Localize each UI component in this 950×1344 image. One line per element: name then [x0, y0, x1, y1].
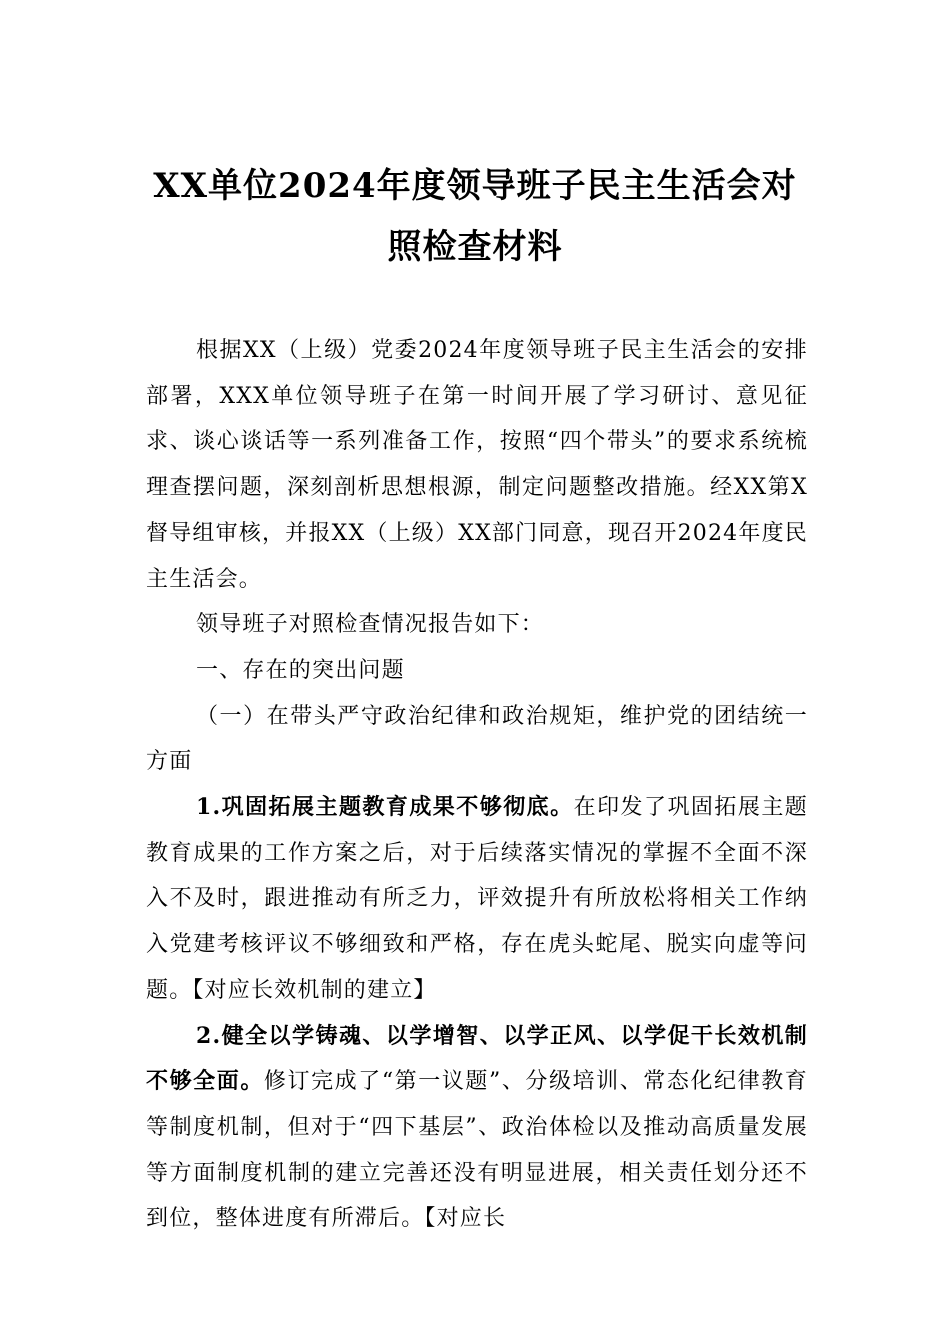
document-title-line-1: XX单位2024年度领导班子民主生活会对 — [153, 166, 797, 206]
item-1-paragraph — [146, 785, 808, 1014]
report-intro-paragraph: 领导班子对照检查情况报告如下： — [196, 612, 545, 638]
intro-paragraph: 根据XX（上级）党委2024年度领导班子民主生活会的安排部署，XXX单位领导班子在第一时间开展了学习研讨、意见征求、谈心谈话等一系列准备工作，按照“四个带头”的要求系统梳理查摆问题，深刻剖析思想根源，制定问题整改措施。经XX第X督导组审核，并报XX（上级）XX部门同意，现召开2024年度民主生活会。 — [146, 338, 808, 592]
item-2-paragraph — [146, 1014, 808, 1243]
document-body — [146, 328, 808, 1242]
subsection-heading: （一）在带头严守政治纪律和政治规矩，维护党的团结统一方面 — [146, 703, 808, 775]
document-title-line-2: 照检查材料 — [387, 227, 563, 267]
section-heading: 一、存在的突出问题 — [196, 657, 405, 683]
item-2-body: 修订完成了“第一议题”、分级培训、常态化纪律教育等制度机制，但对于“四下基层”、政治体检以及推动高质量发展等方面制度机制的建立完善还没有明显进展，相关责任划分还不到位，整体进度有所滞后。【对应长 — [146, 1069, 808, 1232]
item-1-body: 在印发了巩固拓展主题教育成果的工作方案之后，对于后续落实情况的掌握不全面不深入不及时，跟进推动有所乏力，评效提升有所放松将相关工作纳入党建考核评议不够细致和严格，存在虎头蛇尾、脱实向虚等问题。【对应长效机制的建立】 — [146, 795, 808, 1003]
item-2-lead: 2.健全以学铸魂、以学增智、以学正风、以学促干长效机制不够全面。 — [146, 1022, 808, 1095]
item-1-lead: 1.巩固拓展主题教育成果不够彻底。 — [196, 794, 574, 821]
